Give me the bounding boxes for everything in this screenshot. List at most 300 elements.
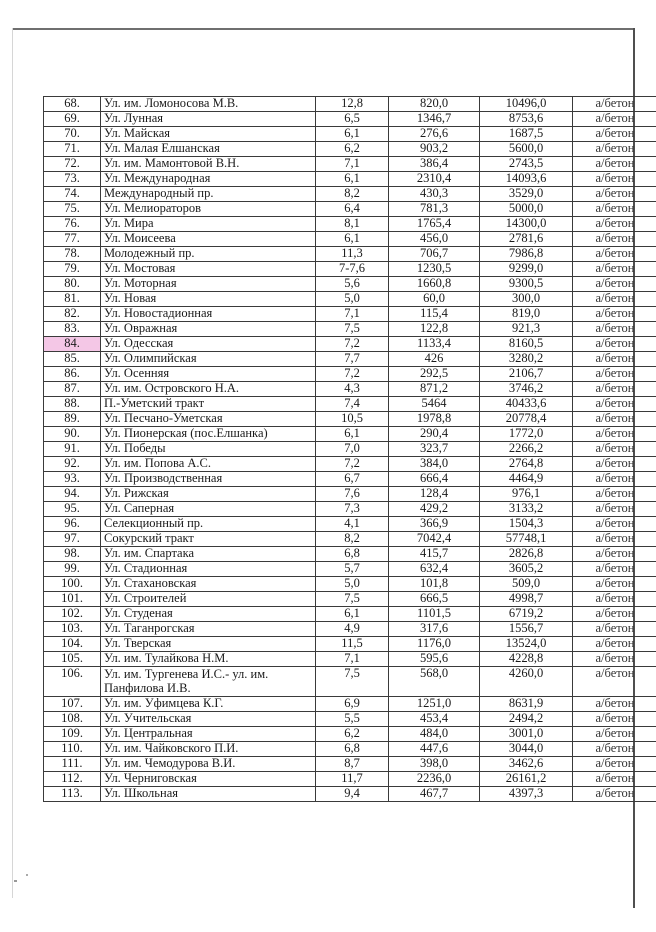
road-width-cell: 4,3 <box>316 382 389 397</box>
road-coating-cell: а/бетон <box>573 757 656 772</box>
street-name-cell: Ул. им. Уфимцева К.Г. <box>101 697 316 712</box>
road-width-cell: 7,5 <box>316 322 389 337</box>
street-name-cell: Ул. Мира <box>101 217 316 232</box>
road-coating-cell: а/бетон <box>573 307 656 322</box>
street-name-cell: Ул. им. Тулайкова Н.М. <box>101 652 316 667</box>
road-area-cell: 14300,0 <box>480 217 573 232</box>
road-length-cell: 128,4 <box>389 487 480 502</box>
road-area-cell: 20778,4 <box>480 412 573 427</box>
row-number-cell: 95. <box>44 502 101 517</box>
row-number-cell: 89. <box>44 412 101 427</box>
road-area-cell: 4464,9 <box>480 472 573 487</box>
road-coating-cell: а/бетон <box>573 502 656 517</box>
roads-table-body <box>44 97 656 802</box>
street-name-cell: Ул. Центральная <box>101 727 316 742</box>
row-number-cell: 102. <box>44 607 101 622</box>
street-name-cell: Ул. им. Чемодурова В.И. <box>101 757 316 772</box>
row-number-cell: 76. <box>44 217 101 232</box>
table-row <box>44 532 656 547</box>
road-coating-cell: а/бетон <box>573 577 656 592</box>
road-width-cell: 6,7 <box>316 472 389 487</box>
table-row <box>44 637 656 652</box>
row-number-cell: 73. <box>44 172 101 187</box>
road-area-cell: 300,0 <box>480 292 573 307</box>
street-name-cell: Ул. Овражная <box>101 322 316 337</box>
row-number-cell: 71. <box>44 142 101 157</box>
row-number-cell: 98. <box>44 547 101 562</box>
road-area-cell: 5600,0 <box>480 142 573 157</box>
road-width-cell: 4,9 <box>316 622 389 637</box>
table-row <box>44 382 656 397</box>
road-length-cell: 666,5 <box>389 592 480 607</box>
road-length-cell: 122,8 <box>389 322 480 337</box>
road-area-cell: 3746,2 <box>480 382 573 397</box>
road-length-cell: 666,4 <box>389 472 480 487</box>
row-number-cell: 112. <box>44 772 101 787</box>
road-coating-cell: а/бетон <box>573 622 656 637</box>
road-area-cell: 5000,0 <box>480 202 573 217</box>
row-number-cell: 108. <box>44 712 101 727</box>
table-row <box>44 172 656 187</box>
street-name-cell: Ул. Моисеева <box>101 232 316 247</box>
table-row <box>44 622 656 637</box>
road-area-cell: 14093,6 <box>480 172 573 187</box>
table-row <box>44 427 656 442</box>
road-width-cell: 7,0 <box>316 442 389 457</box>
street-name-cell: Ул. Саперная <box>101 502 316 517</box>
row-number-cell: 101. <box>44 592 101 607</box>
road-width-cell: 6,9 <box>316 697 389 712</box>
road-length-cell: 871,2 <box>389 382 480 397</box>
road-width-cell: 5,6 <box>316 277 389 292</box>
street-name-cell: Ул. Новая <box>101 292 316 307</box>
street-name-cell: Ул. им. Тургенева И.С.- ул. им. Панфилова И.В. <box>101 667 316 697</box>
road-coating-cell: а/бетон <box>573 772 656 787</box>
table-row <box>44 787 656 802</box>
street-name-cell: Ул. Моторная <box>101 277 316 292</box>
street-name-cell: Молодежный пр. <box>101 247 316 262</box>
road-width-cell: 7,1 <box>316 157 389 172</box>
table-row <box>44 322 656 337</box>
table-row <box>44 562 656 577</box>
table-row <box>44 487 656 502</box>
road-width-cell: 7,4 <box>316 397 389 412</box>
row-number-cell: 103. <box>44 622 101 637</box>
road-coating-cell: а/бетон <box>573 412 656 427</box>
road-width-cell: 7,2 <box>316 337 389 352</box>
road-length-cell: 60,0 <box>389 292 480 307</box>
road-length-cell: 1101,5 <box>389 607 480 622</box>
road-coating-cell: а/бетон <box>573 232 656 247</box>
street-name-cell: Ул. Таганрогская <box>101 622 316 637</box>
road-coating-cell: а/бетон <box>573 607 656 622</box>
table-row <box>44 442 656 457</box>
road-coating-cell: а/бетон <box>573 142 656 157</box>
road-coating-cell: а/бетон <box>573 367 656 382</box>
road-area-cell: 3001,0 <box>480 727 573 742</box>
road-coating-cell: а/бетон <box>573 157 656 172</box>
table-row <box>44 262 656 277</box>
road-width-cell: 7,7 <box>316 352 389 367</box>
road-coating-cell: а/бетон <box>573 97 656 112</box>
road-area-cell: 26161,2 <box>480 772 573 787</box>
road-length-cell: 1230,5 <box>389 262 480 277</box>
road-area-cell: 40433,6 <box>480 397 573 412</box>
road-area-cell: 13524,0 <box>480 637 573 652</box>
table-row <box>44 727 656 742</box>
road-length-cell: 1346,7 <box>389 112 480 127</box>
table-row <box>44 667 656 697</box>
road-width-cell: 11,3 <box>316 247 389 262</box>
road-length-cell: 1660,8 <box>389 277 480 292</box>
road-coating-cell: а/бетон <box>573 322 656 337</box>
road-area-cell: 3044,0 <box>480 742 573 757</box>
row-number-cell: 75. <box>44 202 101 217</box>
row-number-cell: 105. <box>44 652 101 667</box>
road-area-cell: 2743,5 <box>480 157 573 172</box>
road-area-cell: 2494,2 <box>480 712 573 727</box>
row-number-cell: 84. <box>44 337 101 352</box>
road-length-cell: 1176,0 <box>389 637 480 652</box>
document-sheet <box>43 96 635 802</box>
road-width-cell: 7,6 <box>316 487 389 502</box>
road-coating-cell: а/бетон <box>573 247 656 262</box>
road-length-cell: 115,4 <box>389 307 480 322</box>
road-length-cell: 323,7 <box>389 442 480 457</box>
row-number-cell: 81. <box>44 292 101 307</box>
road-length-cell: 453,4 <box>389 712 480 727</box>
table-row <box>44 457 656 472</box>
table-row <box>44 307 656 322</box>
road-coating-cell: а/бетон <box>573 697 656 712</box>
road-coating-cell: а/бетон <box>573 382 656 397</box>
row-number-cell: 69. <box>44 112 101 127</box>
road-coating-cell: а/бетон <box>573 292 656 307</box>
table-row <box>44 337 656 352</box>
table-row <box>44 232 656 247</box>
street-name-cell: Ул. им. Мамонтовой В.Н. <box>101 157 316 172</box>
street-name-cell: Ул. им. Спартака <box>101 547 316 562</box>
street-name-cell: Ул. Производственная <box>101 472 316 487</box>
street-name-cell: Ул. Победы <box>101 442 316 457</box>
road-area-cell: 3605,2 <box>480 562 573 577</box>
street-name-cell: Ул. Олимпийская <box>101 352 316 367</box>
road-area-cell: 3280,2 <box>480 352 573 367</box>
row-number-cell: 68. <box>44 97 101 112</box>
road-width-cell: 11,5 <box>316 637 389 652</box>
road-width-cell: 7,1 <box>316 652 389 667</box>
street-name-cell: Ул. им. Попова А.С. <box>101 457 316 472</box>
row-number-cell: 88. <box>44 397 101 412</box>
street-name-cell: Сокурский тракт <box>101 532 316 547</box>
street-name-cell: Ул. Строителей <box>101 592 316 607</box>
table-row <box>44 502 656 517</box>
road-area-cell: 509,0 <box>480 577 573 592</box>
table-row <box>44 112 656 127</box>
row-number-cell: 113. <box>44 787 101 802</box>
road-width-cell: 7,5 <box>316 592 389 607</box>
road-coating-cell: а/бетон <box>573 217 656 232</box>
table-row <box>44 697 656 712</box>
table-row <box>44 652 656 667</box>
road-width-cell: 5,0 <box>316 577 389 592</box>
table-row <box>44 187 656 202</box>
road-length-cell: 5464 <box>389 397 480 412</box>
table-row <box>44 772 656 787</box>
street-name-cell: Ул. Черниговская <box>101 772 316 787</box>
table-row <box>44 142 656 157</box>
road-area-cell: 4260,0 <box>480 667 573 697</box>
road-width-cell: 7,3 <box>316 502 389 517</box>
road-width-cell: 10,5 <box>316 412 389 427</box>
street-name-cell: Ул. Одесская <box>101 337 316 352</box>
road-area-cell: 2781,6 <box>480 232 573 247</box>
road-length-cell: 568,0 <box>389 667 480 697</box>
row-number-cell: 93. <box>44 472 101 487</box>
road-coating-cell: а/бетон <box>573 397 656 412</box>
street-name-cell: Ул. Учительская <box>101 712 316 727</box>
road-area-cell: 7986,8 <box>480 247 573 262</box>
road-width-cell: 8,2 <box>316 532 389 547</box>
road-width-cell: 5,0 <box>316 292 389 307</box>
road-coating-cell: а/бетон <box>573 637 656 652</box>
table-row <box>44 202 656 217</box>
row-number-cell: 77. <box>44 232 101 247</box>
road-area-cell: 4998,7 <box>480 592 573 607</box>
road-area-cell: 6719,2 <box>480 607 573 622</box>
road-width-cell: 9,4 <box>316 787 389 802</box>
road-width-cell: 7,2 <box>316 457 389 472</box>
street-name-cell: Ул. Тверская <box>101 637 316 652</box>
road-length-cell: 467,7 <box>389 787 480 802</box>
row-number-cell: 109. <box>44 727 101 742</box>
table-row <box>44 217 656 232</box>
road-coating-cell: а/бетон <box>573 487 656 502</box>
table-row <box>44 472 656 487</box>
road-coating-cell: а/бетон <box>573 427 656 442</box>
scan-speck <box>14 880 17 882</box>
road-length-cell: 366,9 <box>389 517 480 532</box>
road-width-cell: 6,8 <box>316 547 389 562</box>
road-area-cell: 3462,6 <box>480 757 573 772</box>
road-length-cell: 292,5 <box>389 367 480 382</box>
table-row <box>44 742 656 757</box>
road-coating-cell: а/бетон <box>573 472 656 487</box>
road-length-cell: 632,4 <box>389 562 480 577</box>
road-area-cell: 9299,0 <box>480 262 573 277</box>
row-number-cell: 104. <box>44 637 101 652</box>
street-name-cell: Ул. Мостовая <box>101 262 316 277</box>
road-length-cell: 430,3 <box>389 187 480 202</box>
street-name-cell: Ул. Школьная <box>101 787 316 802</box>
street-name-cell: Ул. Малая Елшанская <box>101 142 316 157</box>
road-length-cell: 101,8 <box>389 577 480 592</box>
road-coating-cell: а/бетон <box>573 712 656 727</box>
road-area-cell: 2266,2 <box>480 442 573 457</box>
road-length-cell: 398,0 <box>389 757 480 772</box>
road-coating-cell: а/бетон <box>573 532 656 547</box>
street-name-cell: Ул. Майская <box>101 127 316 142</box>
road-coating-cell: а/бетон <box>573 352 656 367</box>
table-row <box>44 127 656 142</box>
street-name-cell: Ул. Стадионная <box>101 562 316 577</box>
road-area-cell: 1772,0 <box>480 427 573 442</box>
row-number-cell: 111. <box>44 757 101 772</box>
road-coating-cell: а/бетон <box>573 262 656 277</box>
road-area-cell: 57748,1 <box>480 532 573 547</box>
road-area-cell: 1504,3 <box>480 517 573 532</box>
road-length-cell: 317,6 <box>389 622 480 637</box>
road-coating-cell: а/бетон <box>573 337 656 352</box>
row-number-cell: 91. <box>44 442 101 457</box>
road-coating-cell: а/бетон <box>573 172 656 187</box>
road-width-cell: 6,5 <box>316 112 389 127</box>
road-length-cell: 781,3 <box>389 202 480 217</box>
street-name-cell: Ул. Лунная <box>101 112 316 127</box>
road-length-cell: 903,2 <box>389 142 480 157</box>
road-area-cell: 1687,5 <box>480 127 573 142</box>
table-row <box>44 757 656 772</box>
table-row <box>44 397 656 412</box>
road-length-cell: 820,0 <box>389 97 480 112</box>
road-coating-cell: а/бетон <box>573 127 656 142</box>
row-number-cell: 92. <box>44 457 101 472</box>
row-number-cell: 85. <box>44 352 101 367</box>
street-name-cell: П.-Уметский тракт <box>101 397 316 412</box>
row-number-cell: 90. <box>44 427 101 442</box>
road-width-cell: 7,2 <box>316 367 389 382</box>
road-width-cell: 8,2 <box>316 187 389 202</box>
road-length-cell: 484,0 <box>389 727 480 742</box>
street-name-cell: Ул. Международная <box>101 172 316 187</box>
road-coating-cell: а/бетон <box>573 592 656 607</box>
road-length-cell: 384,0 <box>389 457 480 472</box>
table-row <box>44 292 656 307</box>
row-number-cell: 100. <box>44 577 101 592</box>
road-length-cell: 429,2 <box>389 502 480 517</box>
street-name-cell: Ул. Песчано-Уметская <box>101 412 316 427</box>
road-width-cell: 12,8 <box>316 97 389 112</box>
street-name-cell: Ул. им. Чайковского П.И. <box>101 742 316 757</box>
row-number-cell: 78. <box>44 247 101 262</box>
road-width-cell: 8,1 <box>316 217 389 232</box>
street-name-cell: Ул. им. Ломоносова М.В. <box>101 97 316 112</box>
row-number-cell: 72. <box>44 157 101 172</box>
street-name-cell: Ул. Стахановская <box>101 577 316 592</box>
row-number-cell: 107. <box>44 697 101 712</box>
road-width-cell: 11,7 <box>316 772 389 787</box>
road-width-cell: 7,5 <box>316 667 389 697</box>
road-width-cell: 6,1 <box>316 607 389 622</box>
street-name-cell: Ул. Новостадионная <box>101 307 316 322</box>
road-coating-cell: а/бетон <box>573 562 656 577</box>
road-length-cell: 7042,4 <box>389 532 480 547</box>
row-number-cell: 87. <box>44 382 101 397</box>
road-area-cell: 4397,3 <box>480 787 573 802</box>
row-number-cell: 79. <box>44 262 101 277</box>
road-area-cell: 1556,7 <box>480 622 573 637</box>
road-width-cell: 6,2 <box>316 727 389 742</box>
road-width-cell: 6,1 <box>316 232 389 247</box>
road-length-cell: 1978,8 <box>389 412 480 427</box>
street-name-cell: Селекционный пр. <box>101 517 316 532</box>
table-row <box>44 97 656 112</box>
table-row <box>44 517 656 532</box>
road-coating-cell: а/бетон <box>573 667 656 697</box>
row-number-cell: 80. <box>44 277 101 292</box>
road-length-cell: 1133,4 <box>389 337 480 352</box>
road-area-cell: 2106,7 <box>480 367 573 382</box>
table-row <box>44 592 656 607</box>
road-length-cell: 386,4 <box>389 157 480 172</box>
row-number-cell: 96. <box>44 517 101 532</box>
row-number-cell: 97. <box>44 532 101 547</box>
road-width-cell: 6,1 <box>316 427 389 442</box>
road-width-cell: 6,4 <box>316 202 389 217</box>
road-coating-cell: а/бетон <box>573 727 656 742</box>
road-area-cell: 9300,5 <box>480 277 573 292</box>
road-area-cell: 8753,6 <box>480 112 573 127</box>
row-number-cell: 94. <box>44 487 101 502</box>
road-area-cell: 819,0 <box>480 307 573 322</box>
street-name-cell: Ул. Пионерская (пос.Елшанка) <box>101 427 316 442</box>
table-row <box>44 547 656 562</box>
road-width-cell: 7-7,6 <box>316 262 389 277</box>
row-number-cell: 74. <box>44 187 101 202</box>
road-length-cell: 706,7 <box>389 247 480 262</box>
road-area-cell: 921,3 <box>480 322 573 337</box>
street-name-cell: Ул. Рижская <box>101 487 316 502</box>
road-coating-cell: а/бетон <box>573 187 656 202</box>
road-length-cell: 415,7 <box>389 547 480 562</box>
road-width-cell: 8,7 <box>316 757 389 772</box>
road-area-cell: 2826,8 <box>480 547 573 562</box>
table-row <box>44 157 656 172</box>
road-area-cell: 3529,0 <box>480 187 573 202</box>
road-length-cell: 1251,0 <box>389 697 480 712</box>
road-coating-cell: а/бетон <box>573 112 656 127</box>
table-row <box>44 607 656 622</box>
row-number-cell: 106. <box>44 667 101 697</box>
road-length-cell: 290,4 <box>389 427 480 442</box>
road-area-cell: 8631,9 <box>480 697 573 712</box>
road-length-cell: 426 <box>389 352 480 367</box>
row-number-cell: 83. <box>44 322 101 337</box>
row-number-cell: 70. <box>44 127 101 142</box>
road-width-cell: 5,5 <box>316 712 389 727</box>
road-length-cell: 276,6 <box>389 127 480 142</box>
row-number-cell: 99. <box>44 562 101 577</box>
road-length-cell: 1765,4 <box>389 217 480 232</box>
road-length-cell: 2310,4 <box>389 172 480 187</box>
road-area-cell: 2764,8 <box>480 457 573 472</box>
street-name-cell: Международный пр. <box>101 187 316 202</box>
table-row <box>44 247 656 262</box>
road-width-cell: 6,8 <box>316 742 389 757</box>
street-name-cell: Ул. Студеная <box>101 607 316 622</box>
road-width-cell: 6,2 <box>316 142 389 157</box>
table-row <box>44 367 656 382</box>
table-row <box>44 712 656 727</box>
table-row <box>44 412 656 427</box>
road-length-cell: 456,0 <box>389 232 480 247</box>
road-coating-cell: а/бетон <box>573 202 656 217</box>
road-area-cell: 3133,2 <box>480 502 573 517</box>
road-length-cell: 447,6 <box>389 742 480 757</box>
road-width-cell: 6,1 <box>316 127 389 142</box>
road-area-cell: 976,1 <box>480 487 573 502</box>
street-name-cell: Ул. Мелиораторов <box>101 202 316 217</box>
